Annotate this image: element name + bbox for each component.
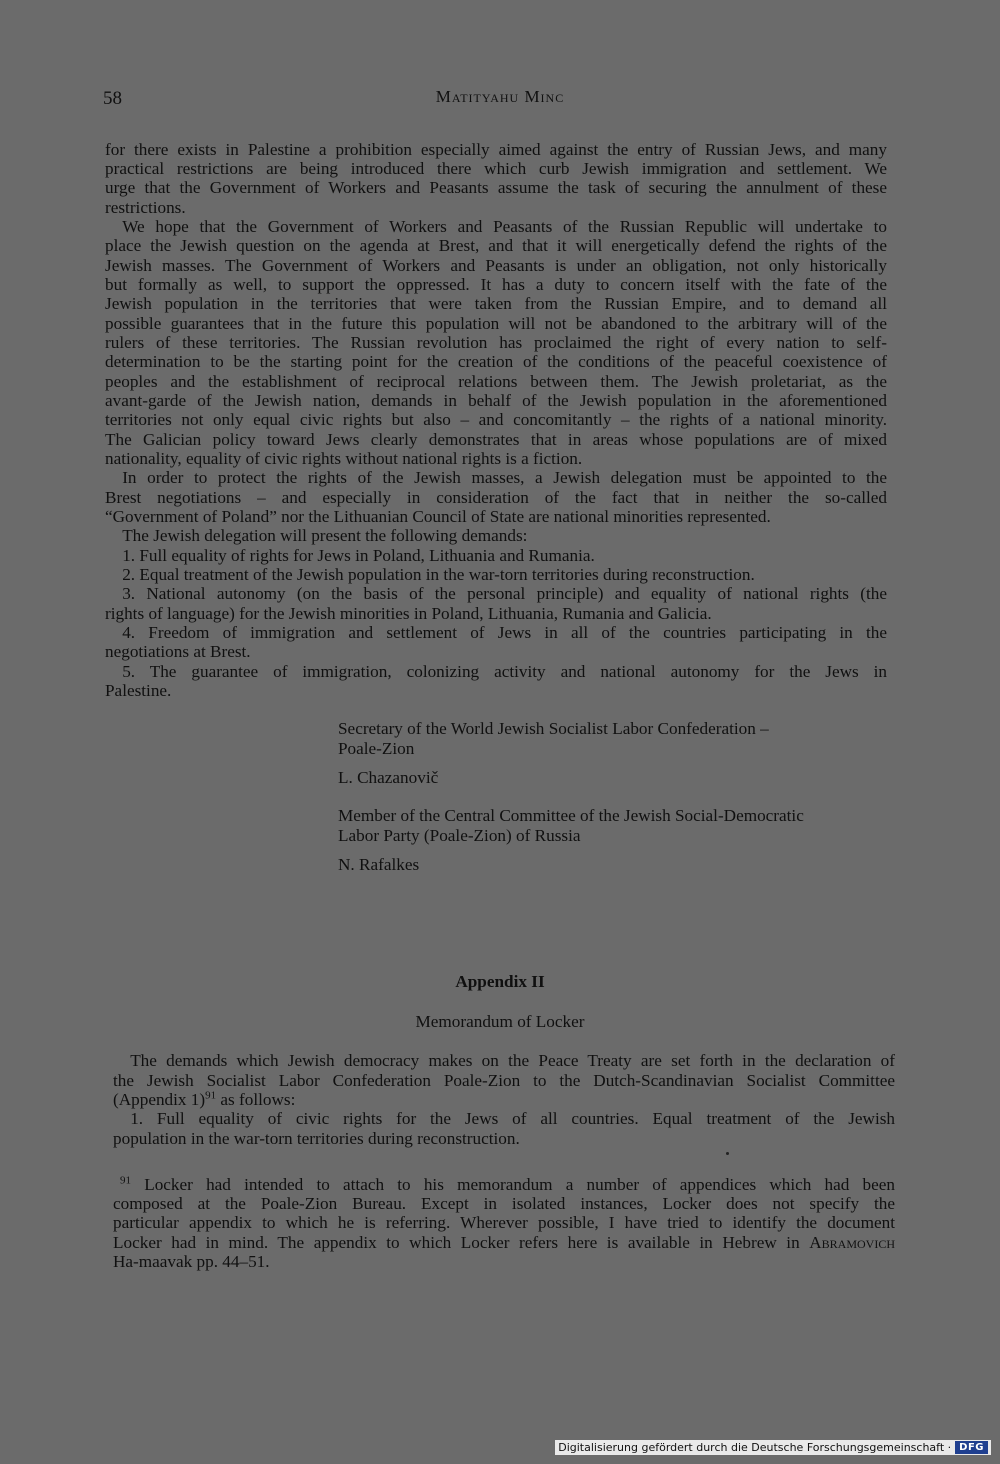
appendix-line: The demands which Jewish democracy makes on the Peace Treaty are set forth in the declaration of xyxy=(113,1051,895,1070)
footnote-line: particular appendix to which he is referring. Wherever possible, I have tried to identify the document xyxy=(113,1213,895,1232)
signatory-title: Labor Party (Poale-Zion) of Russia xyxy=(338,826,581,845)
body-line: determination to be the starting point for the creation of the conditions of the peaceful coexistence of xyxy=(105,352,887,371)
body-line: urge that the Government of Workers and Peasants assume the task of securing the annulment of these xyxy=(105,178,887,197)
body-line: place the Jewish question on the agenda at Brest, and that it will energetically defend the rights of the xyxy=(105,236,887,255)
footnote-author: Abramovich xyxy=(809,1233,895,1252)
body-line: restrictions. xyxy=(105,198,186,217)
body-line: 3. National autonomy (on the basis of the personal principle) and equality of national rights (the xyxy=(105,584,887,603)
signatory-name: N. Rafalkes xyxy=(338,855,420,874)
signatory-title: Member of the Central Committee of the Jewish Social-Democratic xyxy=(338,806,804,825)
body-line: negotiations at Brest. xyxy=(105,642,251,661)
body-line: 2. Equal treatment of the Jewish population in the war-torn territories during reconstruction. xyxy=(105,565,755,584)
footnote-ref: 91 xyxy=(205,1089,217,1102)
body-line: In order to protect the rights of the Jewish masses, a Jewish delegation must be appointed to the xyxy=(105,468,887,487)
footnote-line: Ha-maavak pp. 44–51. xyxy=(113,1252,270,1271)
body-line: for there exists in Palestine a prohibition especially aimed against the entry of Russian Jews, and many xyxy=(105,140,887,159)
body-line: We hope that the Government of Workers and Peasants of the Russian Republic will undertake to xyxy=(105,217,887,236)
appendix-line: the Jewish Socialist Labor Confederation Poale-Zion to the Dutch-Scandinavian Socialist Committee xyxy=(113,1071,895,1090)
body-line: The Jewish delegation will present the following demands: xyxy=(105,526,528,545)
body-line: Brest negotiations – and especially in consideration of the fact that in neither the so-called xyxy=(105,488,887,507)
signatory-name: L. Chazanovič xyxy=(338,768,439,787)
appendix-ref: (Appendix 1) xyxy=(113,1090,206,1109)
body-line: “Government of Poland” nor the Lithuanian Council of State are national minorities represented. xyxy=(105,507,771,526)
scan-speck xyxy=(726,1152,729,1155)
appendix-heading: Appendix II xyxy=(455,972,545,991)
running-head: Matityahu Minc xyxy=(435,87,565,106)
body-line: 5. The guarantee of immigration, colonizing activity and national autonomy for the Jews in xyxy=(105,662,887,681)
signatory-title: Poale-Zion xyxy=(338,739,415,758)
appendix-line: population in the war-torn territories during reconstruction. xyxy=(113,1129,520,1148)
body-line: but formally as well, to support the oppressed. It has a duty to concern itself with the fate of the xyxy=(105,275,887,294)
body-line: nationality, equality of civic rights without national rights is a fiction. xyxy=(105,449,583,468)
footnote-text: Locker had in mind. The appendix to which Locker refers here is available in Hebrew in xyxy=(113,1233,810,1252)
body-line: 4. Freedom of immigration and settlement of Jews in all of the countries participating in the xyxy=(105,623,887,642)
credit-text: Digitalisierung gefördert durch die Deutsche Forschungsgemeinschaft · xyxy=(558,1441,952,1454)
appendix-line: 1. Full equality of civic rights for the Jews of all countries. Equal treatment of the Jewish xyxy=(113,1109,895,1128)
footnote-text: Locker had intended to attach to his memorandum a number of appendices which had been xyxy=(131,1175,895,1194)
digitization-credit xyxy=(555,1440,991,1455)
body-line: Jewish masses. The Government of Workers and Peasants is under an obligation, not only historically xyxy=(105,256,887,275)
signatory-title: Secretary of the World Jewish Socialist Labor Confederation – xyxy=(338,719,769,738)
body-line: Palestine. xyxy=(105,681,172,700)
body-line: possible guarantees that in the future this population will not be abandoned to the arbitrary will of the xyxy=(105,314,887,333)
footnote-marker: 91 xyxy=(120,1174,131,1187)
body-line: Jewish population in the territories that were taken from the Russian Empire, and to demand all xyxy=(105,294,887,313)
body-line: peoples and the establishment of reciprocal relations between them. The Jewish proletariat, as the xyxy=(105,372,887,391)
footnote-line xyxy=(120,1175,895,1195)
body-line: territories not only equal civic rights but also – and concomitantly – the rights of a national minority. xyxy=(105,410,887,429)
appendix-line xyxy=(113,1090,895,1109)
page-number: 58 xyxy=(103,88,122,109)
dfg-logo: DFG xyxy=(955,1441,988,1454)
body-line: avant-garde of the Jewish nation, demands in behalf of the Jewish population in the aforementioned xyxy=(105,391,887,410)
body-line: 1. Full equality of rights for Jews in Poland, Lithuania and Rumania. xyxy=(105,546,595,565)
footnote-line xyxy=(113,1233,895,1253)
body-line: The Galician policy toward Jews clearly demonstrates that in areas whose populations are of mixed xyxy=(105,430,887,449)
body-line: rulers of these territories. The Russian revolution has proclaimed the right of every nation to self- xyxy=(105,333,887,352)
body-line: rights of language) for the Jewish minorities in Poland, Lithuania, Rumania and Galicia. xyxy=(105,604,712,623)
footnote-line: composed at the Poale-Zion Bureau. Except in isolated instances, Locker does not specify the xyxy=(113,1194,895,1213)
appendix-ref-tail: as follows: xyxy=(216,1090,296,1109)
body-line: practical restrictions are being introduced there which curb Jewish immigration and settlement. We xyxy=(105,159,887,178)
appendix-subheading: Memorandum of Locker xyxy=(415,1012,585,1031)
